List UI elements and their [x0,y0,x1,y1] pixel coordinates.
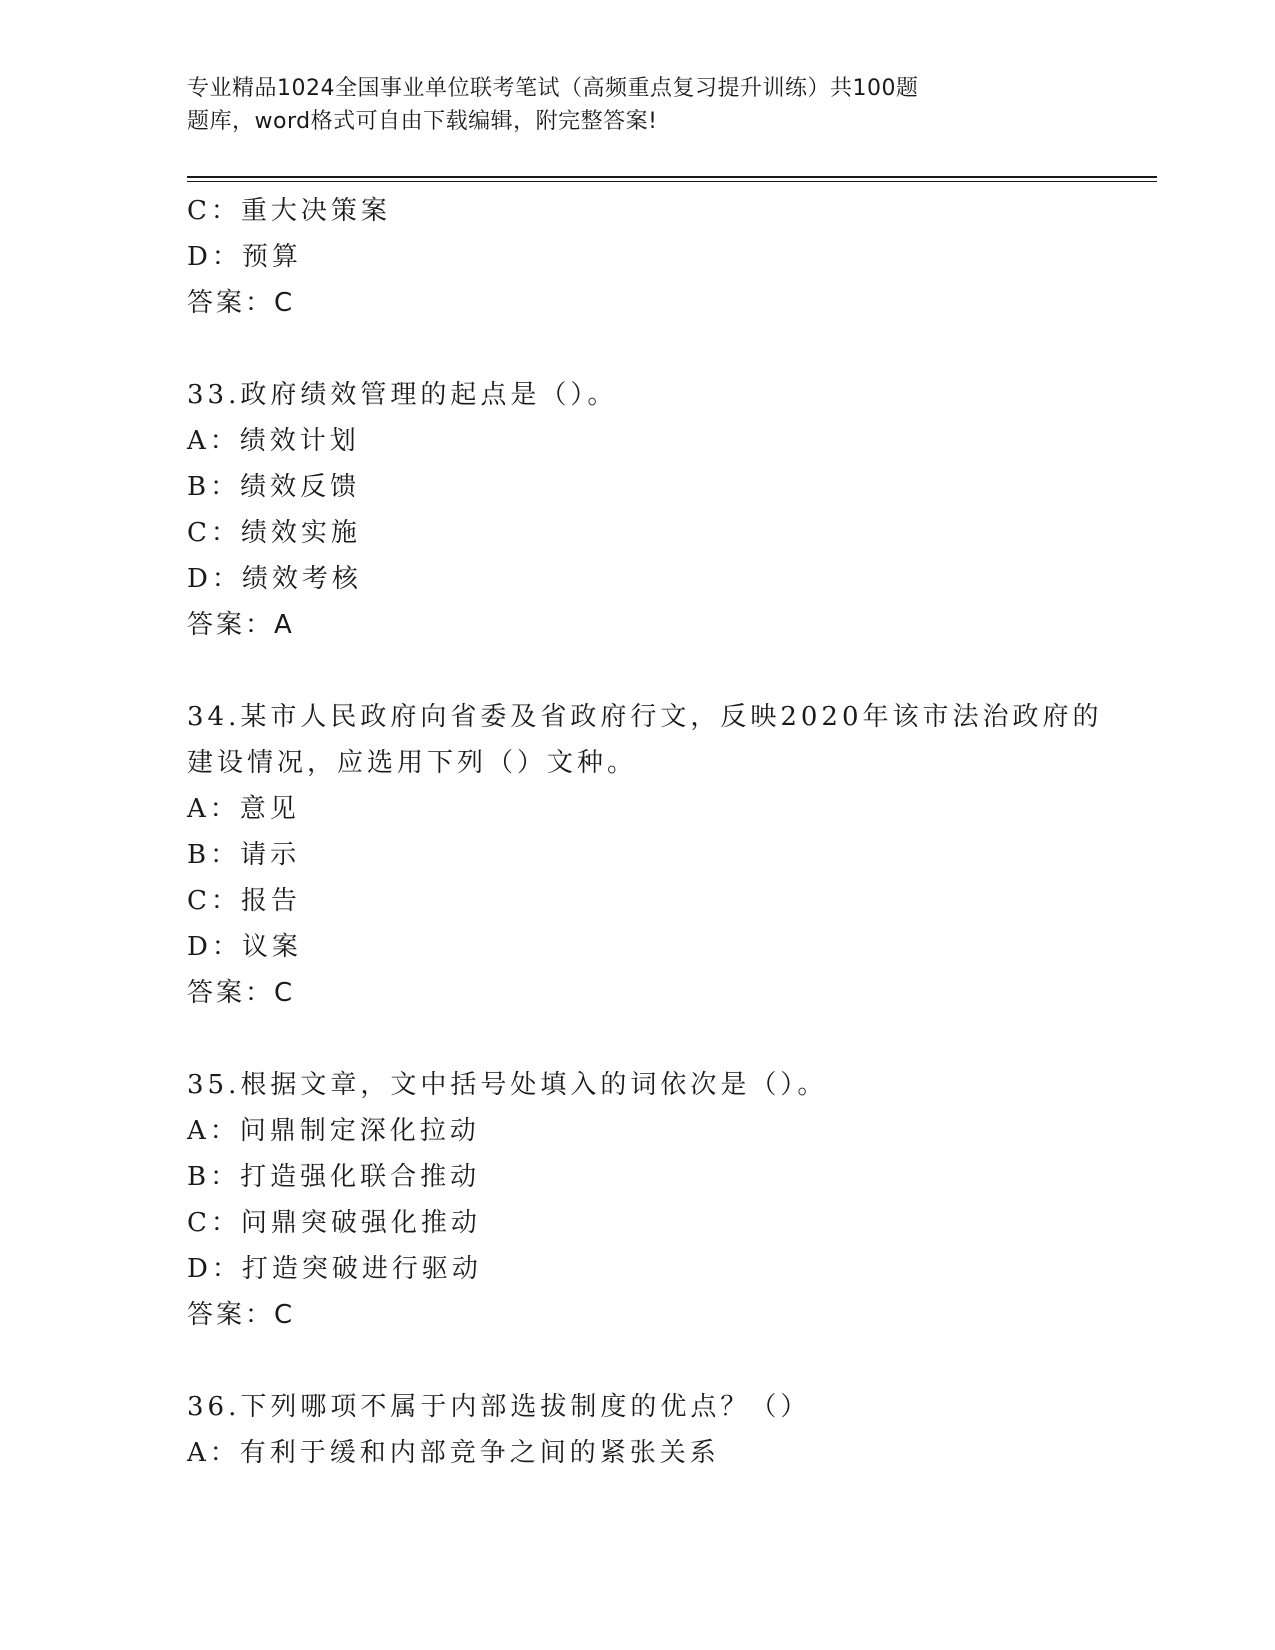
answer-line: 答案：C [187,288,296,318]
question-35 [187,1062,1147,1338]
answer-line: 答案：C [187,978,296,1008]
option-a: A：有利于缓和内部竞争之间的紧张关系 [187,1438,720,1468]
question-spacer [187,648,1147,694]
header-title-line-1: 专业精品1024全国事业单位联考笔试（高频重点复习提升训练）共100题 [187,76,919,101]
question-stem-continued: 建设情况，应选用下列（）文种。 [187,748,638,778]
option-b: B：请示 [187,840,301,870]
question-34 [187,694,1147,1016]
option-c: C：绩效实施 [187,518,361,548]
question-stem: 35.根据文章，文中括号处填入的词依次是（）。 [187,1070,828,1100]
question-spacer [187,1338,1147,1384]
answer-line: 答案：A [187,610,295,640]
option-d: D：打造突破进行驱动 [187,1254,482,1284]
answer-line: 答案：C [187,1300,296,1330]
option-b: B：绩效反馈 [187,472,361,502]
question-stem: 36.下列哪项不属于内部选拔制度的优点？（） [187,1392,811,1422]
option-a: A：绩效计划 [187,426,360,456]
option-d: D：预算 [187,242,302,272]
option-c: C：重大决策案 [187,196,391,226]
header-divider-thin [187,181,1157,182]
question-spacer [187,1016,1147,1062]
option-c: C：报告 [187,886,301,916]
option-a: A：意见 [187,794,300,824]
question-36 [187,1384,1147,1476]
option-d: D：绩效考核 [187,564,362,594]
option-a: A：问鼎制定深化拉动 [187,1116,480,1146]
option-b: B：打造强化联合推动 [187,1162,481,1192]
header-title-line-2: 题库，word格式可自由下载编辑，附完整答案! [187,109,658,134]
question-stem: 33.政府绩效管理的起点是（）。 [187,380,618,410]
option-d: D：议案 [187,932,302,962]
question-spacer [187,326,1147,372]
question-32-continued [187,188,1147,326]
header-divider-thick [187,176,1157,178]
question-33 [187,372,1147,648]
option-c: C：问鼎突破强化推动 [187,1208,481,1238]
document-header [187,72,1017,138]
question-list [187,188,1147,1476]
question-stem: 34.某市人民政府向省委及省政府行文，反映2020年该市法治政府的 [187,702,1103,732]
